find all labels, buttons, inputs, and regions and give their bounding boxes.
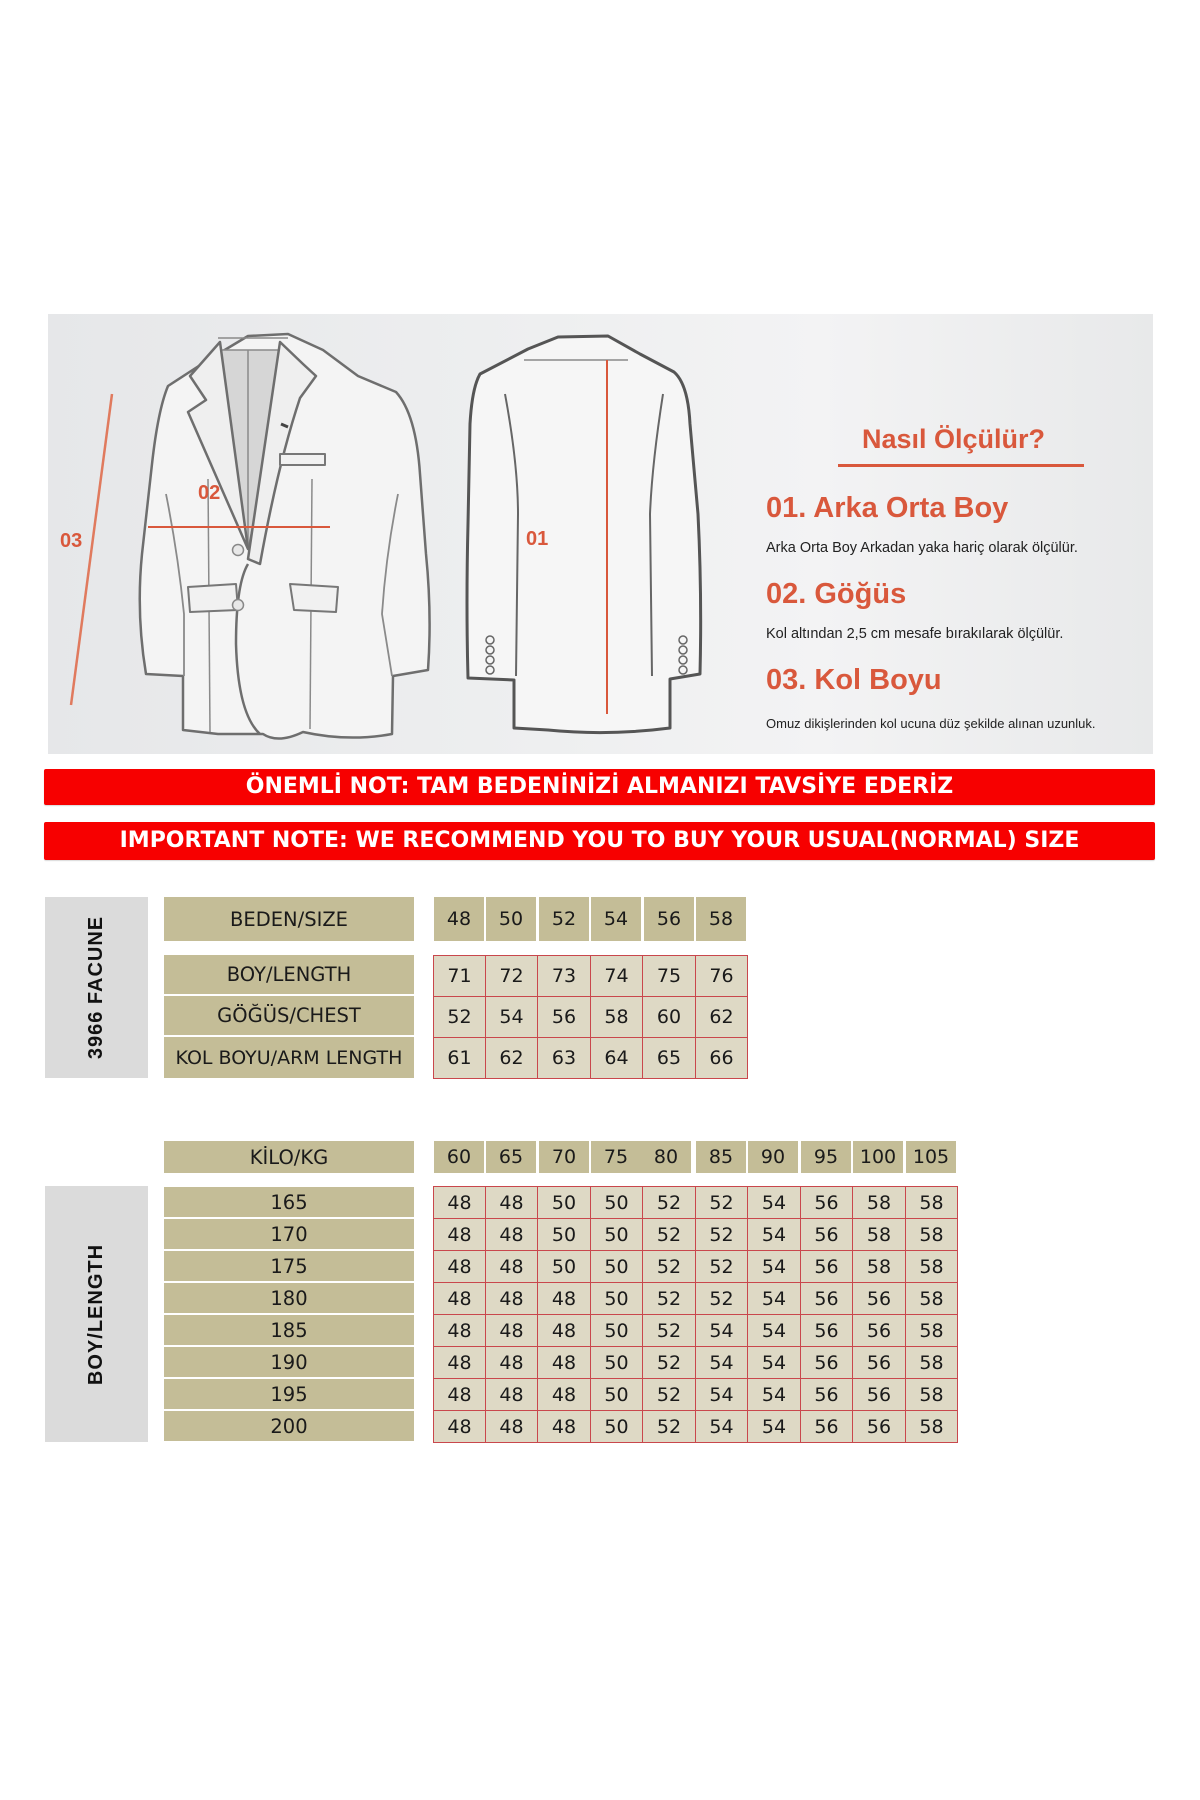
recommended-size-cell: 50: [590, 1282, 643, 1315]
measurement-cell: 52: [433, 996, 486, 1038]
recommended-size-cell: 52: [695, 1250, 748, 1283]
recommended-size-cell: 58: [852, 1250, 906, 1283]
recommended-size-cell: 58: [905, 1410, 958, 1443]
recommended-size-cell: 58: [905, 1282, 958, 1315]
recommended-size-cell: 54: [747, 1282, 801, 1315]
recommended-size-cell: 48: [485, 1378, 538, 1411]
recommended-size-cell: 48: [537, 1410, 591, 1443]
measurement-cell: 62: [695, 996, 748, 1038]
recommended-size-cell: 54: [747, 1314, 801, 1347]
measurement-cell: 66: [695, 1037, 748, 1079]
recommended-size-cell: 56: [800, 1282, 853, 1315]
title-underline: [838, 464, 1084, 467]
recommended-size-cell: 50: [537, 1250, 591, 1283]
recommended-size-cell: 48: [433, 1314, 486, 1347]
recommended-size-cell: 48: [485, 1250, 538, 1283]
measurement-cell: 61: [433, 1037, 486, 1079]
recommended-size-cell: 54: [747, 1346, 801, 1379]
recommended-size-cell: 50: [590, 1250, 643, 1283]
recommended-size-cell: 50: [590, 1346, 643, 1379]
recommended-size-cell: 52: [642, 1378, 696, 1411]
measurement-cell: 65: [642, 1037, 696, 1079]
measurement-cell: 54: [485, 996, 538, 1038]
size-header-cell: 58: [696, 897, 746, 941]
weight-header-cell: 100: [853, 1141, 903, 1173]
recommended-size-cell: 54: [747, 1378, 801, 1411]
recommended-size-cell: 56: [800, 1314, 853, 1347]
recommended-size-cell: 54: [747, 1218, 801, 1251]
recommended-size-cell: 58: [852, 1218, 906, 1251]
recommended-size-cell: 56: [852, 1314, 906, 1347]
row-label-chest: GÖĞÜS/CHEST: [164, 996, 414, 1035]
recommended-size-cell: 48: [537, 1346, 591, 1379]
weight-header-cell: 70: [539, 1141, 589, 1173]
recommended-size-cell: 58: [905, 1250, 958, 1283]
measurement-cell: 63: [537, 1037, 591, 1079]
button-icon: [233, 545, 244, 556]
height-row-label: 180: [164, 1283, 414, 1313]
recommended-size-cell: 56: [800, 1410, 853, 1443]
recommended-size-cell: 56: [800, 1186, 853, 1219]
recommended-size-cell: 52: [642, 1282, 696, 1315]
how-to-measure-title: Nasıl Ölçülür?: [862, 424, 1046, 454]
recommended-size-cell: 58: [852, 1186, 906, 1219]
height-row-label: 200: [164, 1411, 414, 1441]
row-label-arm-length: KOL BOYU/ARM LENGTH: [164, 1037, 414, 1078]
recommended-size-cell: 52: [642, 1346, 696, 1379]
weight-header-label: KİLO/KG: [164, 1141, 414, 1173]
recommended-size-cell: 48: [433, 1346, 486, 1379]
recommended-size-cell: 56: [852, 1282, 906, 1315]
weight-header-cell: 105: [906, 1141, 956, 1173]
measurement-cell: 56: [537, 996, 591, 1038]
recommended-size-cell: 48: [433, 1410, 486, 1443]
recommended-size-cell: 48: [485, 1410, 538, 1443]
height-side-text: BOY/LENGTH: [85, 1243, 107, 1385]
recommended-size-cell: 48: [485, 1282, 538, 1315]
size-header-cell: 54: [591, 897, 641, 941]
row-label-length: BOY/LENGTH: [164, 955, 414, 994]
step-2-title: 02. Göğüs: [766, 578, 907, 610]
recommended-size-cell: 48: [433, 1186, 486, 1219]
recommended-size-cell: 54: [695, 1410, 748, 1443]
recommended-size-cell: 56: [800, 1218, 853, 1251]
weight-header-cell: 60: [434, 1141, 484, 1173]
measurement-cell: 58: [590, 996, 643, 1038]
measurement-cell: 62: [485, 1037, 538, 1079]
height-row-label: 195: [164, 1379, 414, 1409]
recommended-size-cell: 56: [800, 1378, 853, 1411]
recommended-size-cell: 54: [747, 1410, 801, 1443]
product-code-text: 3966 FACUNE: [85, 915, 107, 1060]
recommended-size-cell: 48: [485, 1186, 538, 1219]
product-code-side-label: [45, 897, 148, 1078]
recommended-size-cell: 48: [485, 1314, 538, 1347]
measurement-cell: 72: [485, 955, 538, 997]
recommended-size-cell: 52: [642, 1314, 696, 1347]
step-3-title: 03. Kol Boyu: [766, 664, 942, 696]
recommended-size-cell: 48: [433, 1282, 486, 1315]
recommended-size-cell: 56: [800, 1250, 853, 1283]
size-header-cell: 48: [434, 897, 484, 941]
recommended-size-cell: 58: [905, 1186, 958, 1219]
height-row-label: 185: [164, 1315, 414, 1345]
recommended-size-cell: 48: [537, 1378, 591, 1411]
recommended-size-cell: 56: [852, 1378, 906, 1411]
recommended-size-cell: 50: [590, 1314, 643, 1347]
chest-measure-label: 02: [198, 482, 221, 504]
step-1-description: Arka Orta Boy Arkadan yaka hariç olarak ölçülür.: [766, 540, 1078, 556]
important-note-banner-english: IMPORTANT NOTE: WE RECOMMEND YOU TO BUY YOUR USUAL(NORMAL) SIZE: [44, 822, 1155, 860]
size-header-label: BEDEN/SIZE: [164, 897, 414, 941]
button-icon: [233, 600, 244, 611]
weight-header-cell: 75: [591, 1141, 641, 1173]
size-header-cell: 50: [486, 897, 536, 941]
recommended-size-cell: 56: [800, 1346, 853, 1379]
important-note-banner-turkish: ÖNEMLİ NOT: TAM BEDENİNİZİ ALMANIZI TAVSİYE EDERİZ: [44, 769, 1155, 805]
measurement-cell: 74: [590, 955, 643, 997]
recommended-size-cell: 52: [642, 1186, 696, 1219]
recommended-size-cell: 52: [642, 1410, 696, 1443]
height-side-label: [45, 1186, 148, 1442]
height-row-label: 175: [164, 1251, 414, 1281]
jacket-illustrations: [48, 314, 1153, 754]
measurement-cell: 76: [695, 955, 748, 997]
measurement-cell: 71: [433, 955, 486, 997]
recommended-size-cell: 50: [590, 1378, 643, 1411]
measurement-cell: 60: [642, 996, 696, 1038]
recommended-size-cell: 50: [537, 1218, 591, 1251]
size-header-cell: 56: [644, 897, 694, 941]
step-1-title: 01. Arka Orta Boy: [766, 492, 1009, 524]
step-3-description: Omuz dikişlerinden kol ucuna düz şekilde alınan uzunluk.: [766, 716, 1096, 731]
recommended-size-cell: 58: [905, 1378, 958, 1411]
recommended-size-cell: 48: [537, 1314, 591, 1347]
front-jacket-drawing: [140, 334, 430, 739]
recommended-size-cell: 48: [537, 1282, 591, 1315]
back-length-measure-label: 01: [526, 528, 549, 550]
recommended-size-cell: 58: [905, 1218, 958, 1251]
recommended-size-cell: 48: [485, 1346, 538, 1379]
recommended-size-cell: 52: [642, 1250, 696, 1283]
weight-header-cell: 95: [801, 1141, 851, 1173]
recommended-size-cell: 50: [590, 1186, 643, 1219]
back-jacket-drawing: [467, 336, 701, 733]
size-header-cell: 52: [539, 897, 589, 941]
measurement-cell: 73: [537, 955, 591, 997]
recommended-size-cell: 54: [695, 1378, 748, 1411]
recommended-size-cell: 52: [695, 1218, 748, 1251]
weight-header-cell: 80: [641, 1141, 691, 1173]
measurement-guide-panel: [48, 314, 1153, 754]
recommended-size-cell: 48: [485, 1218, 538, 1251]
recommended-size-cell: 52: [642, 1218, 696, 1251]
recommended-size-cell: 58: [905, 1314, 958, 1347]
weight-header-cell: 85: [696, 1141, 746, 1173]
height-row-label: 170: [164, 1219, 414, 1249]
recommended-size-cell: 48: [433, 1378, 486, 1411]
measurement-cell: 64: [590, 1037, 643, 1079]
recommended-size-cell: 54: [747, 1186, 801, 1219]
recommended-size-cell: 52: [695, 1186, 748, 1219]
measurement-cell: 75: [642, 955, 696, 997]
recommended-size-cell: 58: [905, 1346, 958, 1379]
weight-header-cell: 90: [748, 1141, 798, 1173]
sleeve-measure-label: 03: [60, 530, 83, 552]
recommended-size-cell: 52: [695, 1282, 748, 1315]
weight-header-cell: 65: [486, 1141, 536, 1173]
recommended-size-cell: 50: [537, 1186, 591, 1219]
step-2-description: Kol altından 2,5 cm mesafe bırakılarak ölçülür.: [766, 626, 1064, 642]
recommended-size-cell: 56: [852, 1346, 906, 1379]
recommended-size-cell: 50: [590, 1410, 643, 1443]
recommended-size-cell: 48: [433, 1250, 486, 1283]
recommended-size-cell: 54: [695, 1314, 748, 1347]
height-row-label: 165: [164, 1187, 414, 1217]
recommended-size-cell: 50: [590, 1218, 643, 1251]
recommended-size-cell: 54: [747, 1250, 801, 1283]
recommended-size-cell: 48: [433, 1218, 486, 1251]
recommended-size-cell: 54: [695, 1346, 748, 1379]
height-row-label: 190: [164, 1347, 414, 1377]
recommended-size-cell: 56: [852, 1410, 906, 1443]
